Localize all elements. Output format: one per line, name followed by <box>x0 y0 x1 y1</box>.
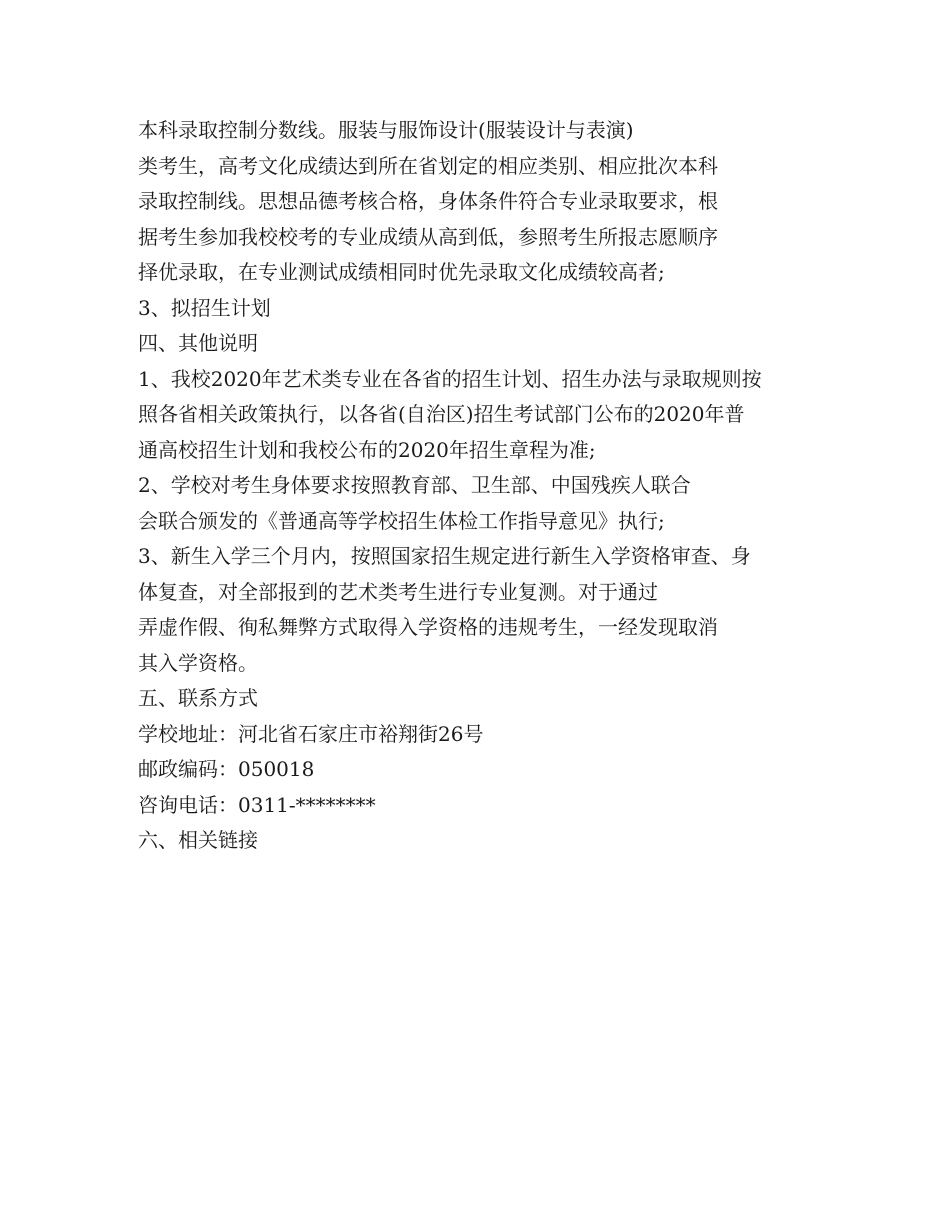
body-line: 据考生参加我校校考的专业成绩从高到低，参照考生所报志愿顺序 <box>138 224 718 249</box>
document-body <box>138 113 828 859</box>
contact-postcode: 邮政编码：050018 <box>138 757 315 781</box>
body-line: 照各省相关政策执行，以各省(自治区)招生考试部门公布的2020年普 <box>138 402 745 426</box>
body-line: 会联合颁发的《普通高等学校招生体检工作指导意见》执行; <box>138 508 665 533</box>
body-line: 体复查，对全部报到的艺术类考生进行专业复测。对于通过 <box>138 579 658 604</box>
body-line: 本科录取控制分数线。服装与服饰设计(服装设计与表演) <box>138 118 634 142</box>
section-heading-contact: 五、联系方式 <box>138 686 258 710</box>
body-line: 录取控制线。思想品德考核合格，身体条件符合专业录取要求，根 <box>138 189 718 213</box>
body-line: 择优录取，在专业测试成绩相同时优先录取文化成绩较高者; <box>138 260 665 284</box>
body-line: 弄虚作假、徇私舞弊方式取得入学资格的违规考生，一经发现取消 <box>138 615 718 639</box>
body-line: 1、我校2020年艺术类专业在各省的招生计划、招生办法与录取规则按 <box>138 366 762 391</box>
contact-address: 学校地址：河北省石家庄市裕翔街26号 <box>138 721 484 746</box>
body-line: 3、新生入学三个月内，按照国家招生规定进行新生入学资格审查、身 <box>138 544 751 568</box>
contact-phone: 咨询电话：0311-******** <box>138 792 376 817</box>
section-heading-other-notes: 四、其他说明 <box>138 331 258 355</box>
body-line: 2、学校对考生身体要求按照教育部、卫生部、中国残疾人联合 <box>138 473 691 497</box>
body-line: 其入学资格。 <box>138 650 258 675</box>
section-item-plan: 3、拟招生计划 <box>138 295 271 320</box>
body-line: 类考生，高考文化成绩达到所在省划定的相应类别、相应批次本科 <box>138 153 718 178</box>
body-line: 通高校招生计划和我校公布的2020年招生章程为准; <box>138 437 596 462</box>
section-heading-related-links: 六、相关链接 <box>138 828 258 852</box>
